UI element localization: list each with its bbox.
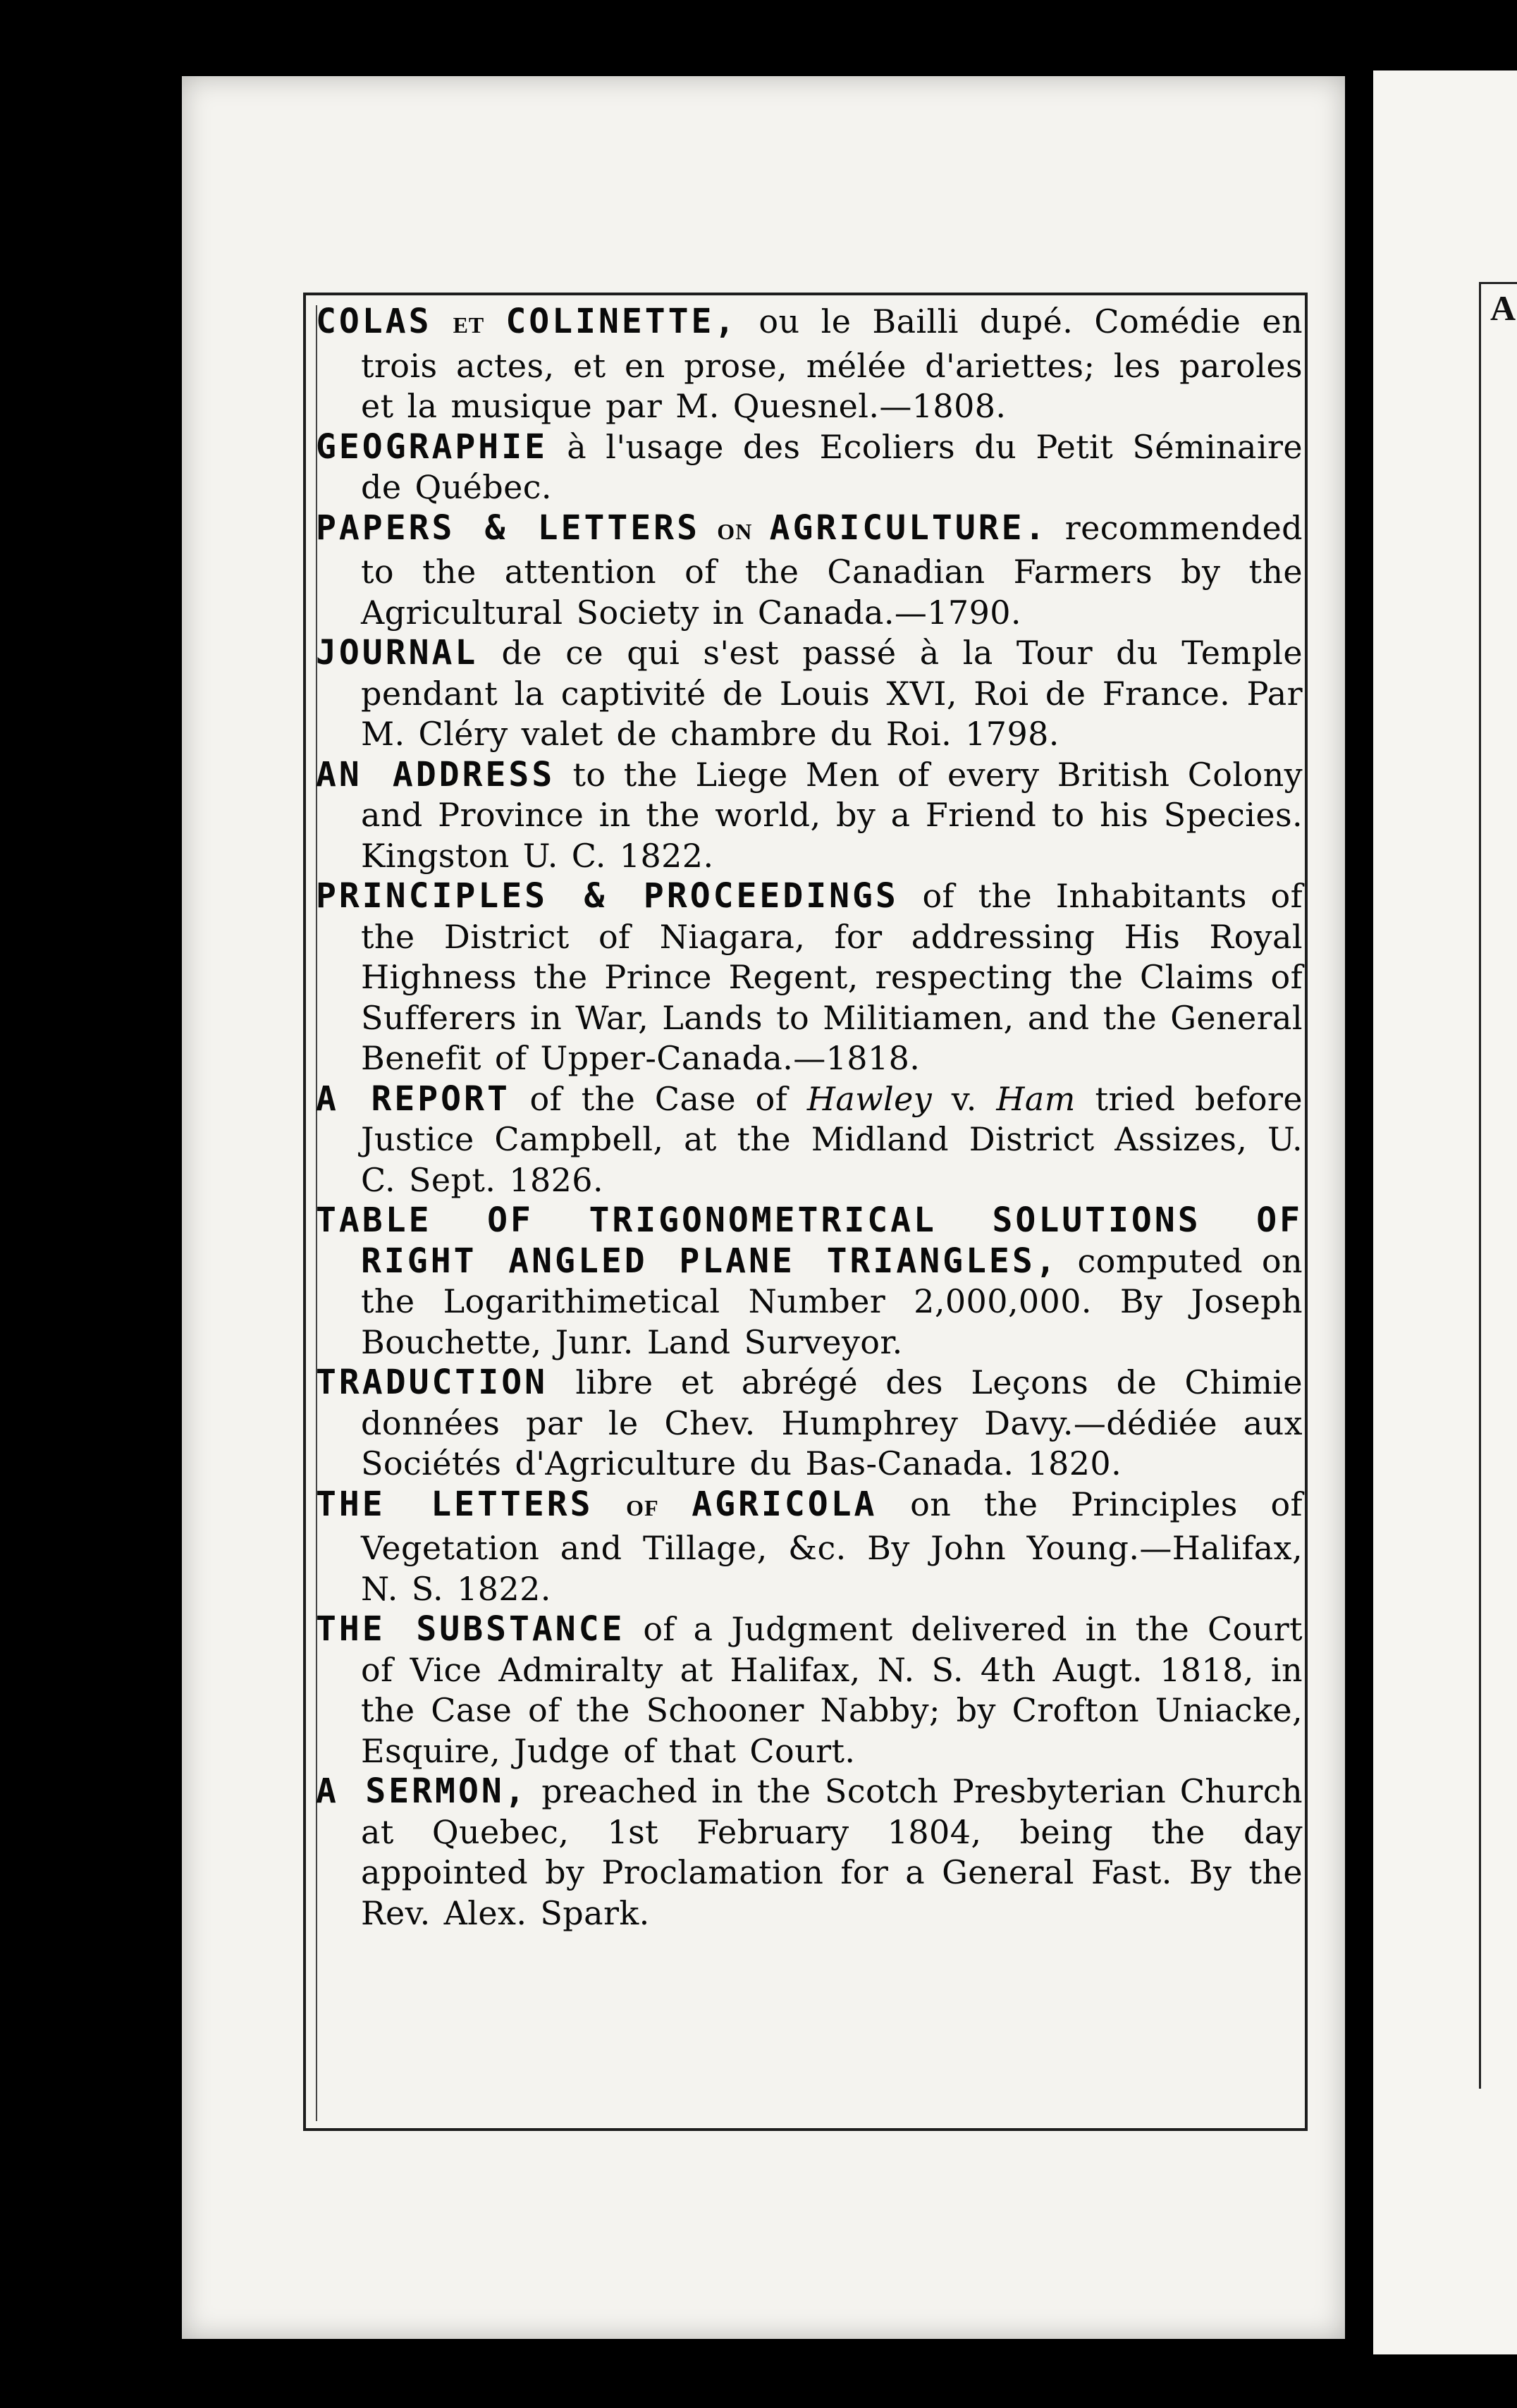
entry-body: libre et abrégé des Leçons de Chimie données par le Chev. Humphrey Davy.—dédiée aux Sociétés d'Agriculture du Bas-Canada. 1820. — [361, 1363, 1303, 1482]
entry-heading: JOURNAL — [316, 633, 479, 672]
entry-body: de ce qui s'est passé à la Tour du Temple pendant la captivité de Louis XVI, Roi de France. Par M. Cléry valet de chambre du Roi. 1798. — [361, 634, 1303, 753]
entry-a-report — [316, 1079, 1303, 1201]
entry-heading: AN ADDRESS — [316, 754, 555, 794]
entry-body: computed on the Logarithimetical Number 2,000,000. By Joseph Bouchette, Junr. Land Surveyor. — [361, 1241, 1303, 1361]
entry-italic-name: Ham — [996, 1079, 1076, 1118]
entry-heading: COLAS — [316, 302, 432, 341]
entry-body: of a Judgment delivered in the Court of Vice Admiralty at Halifax, N. S. 4th Augt. 1818, in the Case of the Schooner Nabby; by Crofton Uniacke, Esquire, Judge of that Court. — [361, 1610, 1303, 1770]
entry-body: ou le Bailli dupé. Comédie en trois actes, et en prose, mélée d'ariettes; les paroles et la musique par M. Quesnel.—1808. — [361, 302, 1303, 425]
entry-heading: THE SUBSTANCE — [316, 1609, 625, 1649]
entry-colas-et-colinette — [316, 302, 1303, 427]
entry-connector: ET — [453, 312, 485, 338]
entry-journal — [316, 633, 1303, 755]
entry-body: of the Case of — [510, 1079, 807, 1118]
entry-geographie — [316, 427, 1303, 508]
entry-body: to the Liege Men of every British Colony and Province in the world, by a Friend to his Species. Kingston U. C. 1822. — [361, 755, 1303, 875]
entry-heading: TABLE OF TRIGONOMETRICAL SOLUTIONS OF RIGHT ANGLED PLANE TRIANGLES, — [316, 1200, 1303, 1281]
facing-page-border — [1479, 282, 1517, 2089]
entry-papers-letters-agriculture — [316, 508, 1303, 634]
entry-principles-proceedings — [316, 876, 1303, 1079]
entry-heading: PAPERS & LETTERS — [316, 508, 700, 548]
entry-traduction — [316, 1363, 1303, 1485]
entry-body: tried before Justice Campbell, at the Midland District Assizes, U. C. Sept. 1826. — [361, 1079, 1303, 1199]
entry-heading: COLINETTE, — [505, 302, 738, 341]
entry-body: à l'usage des Ecoliers du Petit Séminaire de Québec. — [361, 427, 1303, 506]
entry-heading: PRINCIPLES & PROCEEDINGS — [316, 876, 899, 916]
entry-heading: TRADUCTION — [316, 1363, 548, 1402]
entry-heading: THE LETTERS — [316, 1484, 594, 1524]
entry-an-address — [316, 755, 1303, 877]
entry-body: preached in the Scotch Presbyterian Church at Quebec, 1st February 1804, being the day appointed by Proclamation for a General Fast. By the Rev. Alex. Spark. — [361, 1772, 1303, 1932]
entry-heading: AGRICULTURE. — [769, 508, 1048, 548]
entry-heading: GEOGRAPHIE — [316, 426, 548, 467]
entry-body: recommended to the attention of the Canadian Farmers by the Agricultural Society in Canada.—1790. — [361, 508, 1303, 632]
book-listing — [316, 302, 1303, 1934]
entry-trigonometrical-table — [316, 1200, 1303, 1363]
entry-a-sermon — [316, 1771, 1303, 1934]
entry-letters-of-agricola — [316, 1485, 1303, 1610]
entry-connector: OF — [626, 1494, 659, 1521]
entry-heading: AGRICOLA — [692, 1484, 878, 1524]
facing-page-letter: A — [1490, 288, 1516, 328]
entry-italic-name: Hawley — [806, 1079, 933, 1118]
entry-heading: A REPORT — [316, 1079, 510, 1119]
entry-body: v. — [932, 1079, 997, 1118]
entry-connector: ON — [717, 518, 753, 544]
entry-body: on the Principles of Vegetation and Tillage, &c. By John Young.—Halifax, N. S. 1822. — [361, 1485, 1303, 1608]
entry-body: of the Inhabitants of the District of Niagara, for addressing His Royal Highness the Prince Regent, respecting the Claims of Sufferers in War, Lands to Militiamen, and the General Benefit of Upper-Canada.—1818. — [361, 877, 1303, 1077]
entry-the-substance — [316, 1609, 1303, 1771]
entry-heading: A SERMON, — [316, 1771, 528, 1811]
